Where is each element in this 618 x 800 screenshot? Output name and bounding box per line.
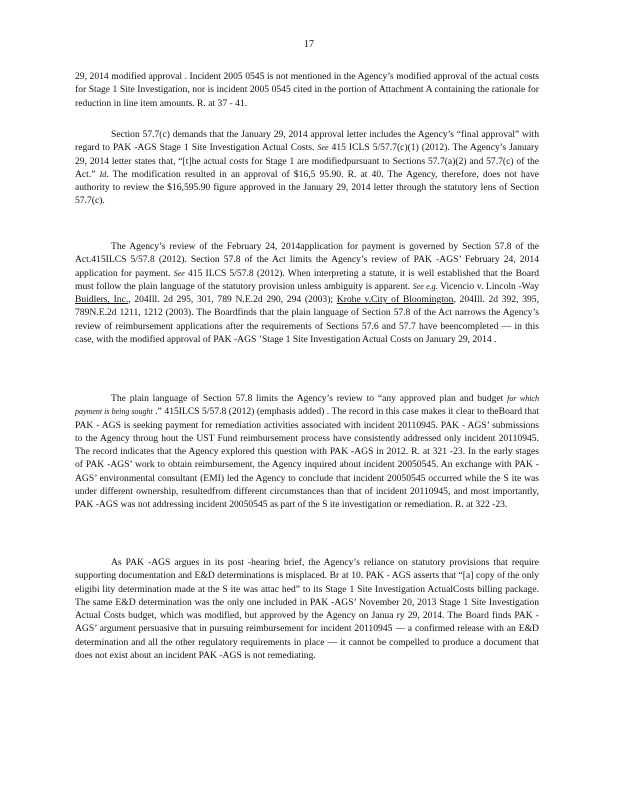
citation-signal-see-eg: See e.g.	[412, 281, 438, 291]
paragraph-3-text-d: , 204Ill. 2d 295, 301, 789 N.E.2d 290, 294 (2003);	[128, 294, 334, 306]
paragraph-4-text-b: .” 415ILCS 5/57.8 (2012) (emphasis added) . The record in this case makes it clear to theBoard that PAK - AGS is seeking payment for remediation activities associated with incident 20110945. PAK - AGS’ submissions to the Agency throug hout the UST Fund reimbursement process have consistently addressed only incident 20110945. The record indicates that the Agency explored this question with PAK -AGS in 2012. R. at 321 -23. In the early stages of PAK -AGS’ work to obtain reimbursement, the Agency inquired about incident 20050545. An exchange with PAK -AGS’ environmental consultant (EMI) led the Agency to conclude that incident 20050545 occurred while the S ite was under different ownership, resultedfrom different circumstances than that of incident 20110945, and most importantly, PAK -AGS was not addressing incident 20050545 as part of the S ite investigation or remediation. R. at 322 -23.	[75, 406, 539, 511]
paragraph-3-text-a: The Agency’s review of the February 24, 2014application for payment is governed by Section 57.8 of the Act.415ILCS 5/57.8 (2012). Section 57.8 of the Act limits the Agency’s review of PAK -AGS’ February 24, 2014 application for payment.	[75, 241, 539, 279]
citation-signal-see: See	[317, 143, 329, 153]
citation-signal-id: Id	[99, 169, 107, 179]
paragraph-1: 29, 2014 modified approval . Incident 2005 0545 is not mentioned in the Agency’s modified approval of the actual costs for Stage 1 Site Investigation, nor is incident 2005 0545 cited in the portion of Attachment A containing the rationale for reduction in line item amounts. R. at 37 - 41.	[75, 71, 539, 109]
emphasized-phrase: for which payment is being sought	[75, 394, 539, 417]
paragraph-2-text-b: 415 ICLS 5/57.7(c)(1) (2012). The Agency’s January 29, 2014 letter states that, “[t]he actual costs for Stage 1 are modifiedpursuant to Sections 57.7(a)(2) and 57.7(c) of the Act.”	[75, 142, 539, 180]
paragraph-3-text-c: Vicencio v. Lincoln -Way	[440, 280, 539, 292]
paragraph-4-text-a: The plain language of Section 57.8 limits the Agency’s review to “any approved plan and budget	[111, 393, 504, 404]
case-name-krohe: Krohe v.City of Bloomington	[336, 294, 454, 306]
paragraph-2-text-a: Section 57.7(c) demands that the January 29, 2014 approval letter includes the Agency’s “final approval” with regard to PAK -AGS Stage 1 Site Investigation Actual Costs.	[75, 129, 539, 154]
page-number: 17	[304, 39, 314, 50]
citation-signal-see: See	[173, 268, 185, 278]
case-name-vicencio: Buidlers, Inc.	[75, 294, 129, 306]
paragraph-3	[75, 240, 539, 346]
paragraph-2-text-c: . The modification resulted in an approval of $16,5 95.90. R. at 40. The Agency, therefore, does not have authority to review the $16,595.90 figure approved in the January 29, 2014 letter through the statutory lens of Section 57.7(c).	[75, 168, 540, 207]
paragraph-5: As PAK -AGS argues in its post -hearing brief, the Agency’s reliance on statutory provisions that require supporting documentation and E&D determinations is misplaced. Br at 10. PAK - AGS asserts that “[a] copy of the only eligibi lity determination made at the S ite was attac hed” to its Stage 1 Site Investigation ActualCosts billing package. The same E&D determination was the only one included in PAK -AGS’ November 20, 2013 Stage 1 Site Investigation Actual Costs budget, which was modified, but approved by the Agency on Janua ry 29, 2014. The Board finds PAK -AGS’ argument persuasive that in pursuing reimbursement for incident 20110945 — a confirmed release with an E&D determination and all the other regulatory requirements in place — it cannot be compelled to produce a document that does not exist about an incident PAK -AGS is not remediating.	[75, 557, 539, 662]
paragraph-3-text-e: , 204Ill. 2d 392, 395, 789N.E.2d 1211, 1212 (2003). The Boardfinds that the plain language of Section 57.8 of the Act narrows the Agency’s review of reimbursement applications after the requirements of Sections 57.6 and 57.7 have beencompleted — in this case, with the modified approval of PAK -AGS ’Stage 1 Site Investigation Actual Costs on January 29, 2014 .	[75, 294, 540, 346]
paragraph-2	[75, 128, 539, 208]
paragraph-4	[75, 392, 539, 512]
paragraph-3-text-b: 415 ILCS 5/57.8 (2012). When interpreting a statute, it is well established that the Board must follow the plain language of the statutory provision unless ambiguity is apparent.	[75, 267, 540, 292]
